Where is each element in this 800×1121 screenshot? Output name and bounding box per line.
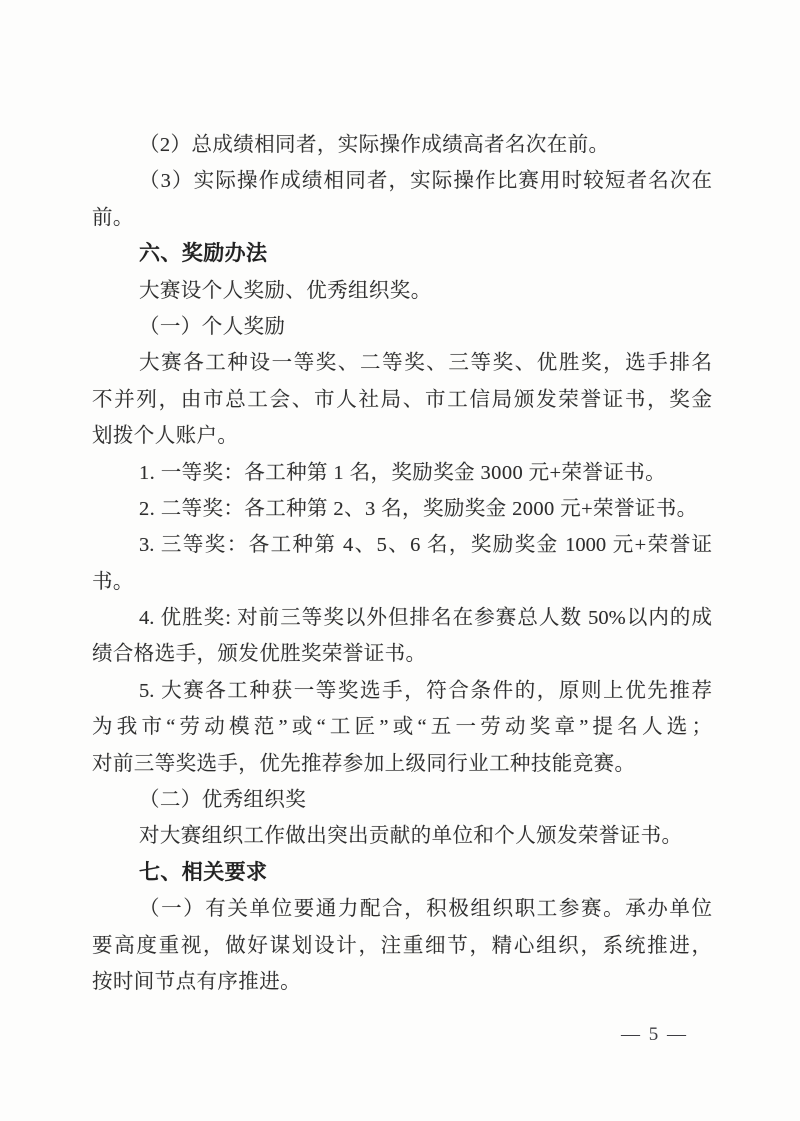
text-line: 对前三等奖选手，优先推荐参加上级同行业工种技能竞赛。 — [92, 752, 636, 775]
text-line: 1. 一等奖：各工种第 1 名，奖励奖金 3000 元+荣誉证书。 — [139, 461, 667, 484]
text-line: 大赛各工种设一等奖、二等奖、三等奖、优胜奖，选手排名 — [139, 352, 712, 375]
text-line: 大赛设个人奖励、优秀组织奖。 — [139, 279, 432, 302]
text-line: 5. 大赛各工种获一等奖选手，符合条件的，原则上优先推荐 — [139, 679, 712, 702]
text-line: 前。 — [92, 206, 134, 229]
section-heading: 七、相关要求 — [139, 860, 268, 884]
page-number: — 5 — — [621, 1024, 688, 1045]
text-line: （2）总成绩相同者，实际操作成绩高者名次在前。 — [139, 134, 610, 156]
text-line: 书。 — [92, 570, 134, 593]
text-line: 为我市“劳动模范”或“工匠”或“五一劳动奖章”提名人选； — [92, 716, 712, 739]
text-line: 要高度重视，做好谋划设计，注重细节，精心组织，系统推进， — [92, 934, 712, 957]
text-line: 3. 三等奖：各工种第 4、5、6 名，奖励奖金 1000 元+荣誉证 — [139, 534, 712, 557]
text-line: 4. 优胜奖: 对前三等奖以外但排名在参赛总人数 50%以内的成 — [139, 607, 712, 630]
text-line: 绩合格选手，颁发优胜奖荣誉证书。 — [92, 643, 427, 666]
document-body — [92, 127, 712, 1000]
text-line: （3）实际操作成绩相同者，实际操作比赛用时较短者名次在 — [139, 170, 712, 193]
text-line: （二）优秀组织奖 — [139, 789, 307, 812]
text-line: 划拨个人账户。 — [92, 425, 239, 448]
text-line: 不并列，由市总工会、市人社局、市工信局颁发荣誉证书，奖金 — [92, 388, 712, 411]
text-line: （一）个人奖励 — [139, 315, 286, 338]
text-line: （一）有关单位要通力配合，积极组织职工参赛。承办单位 — [139, 898, 712, 921]
section-heading: 六、奖励办法 — [139, 242, 268, 266]
text-line: 对大赛组织工作做出突出贡献的单位和个人颁发荣誉证书。 — [139, 825, 683, 848]
text-line: 2. 二等奖：各工种第 2、3 名，奖励奖金 2000 元+荣誉证书。 — [139, 497, 698, 520]
text-line: 按时间节点有序推进。 — [92, 970, 301, 993]
